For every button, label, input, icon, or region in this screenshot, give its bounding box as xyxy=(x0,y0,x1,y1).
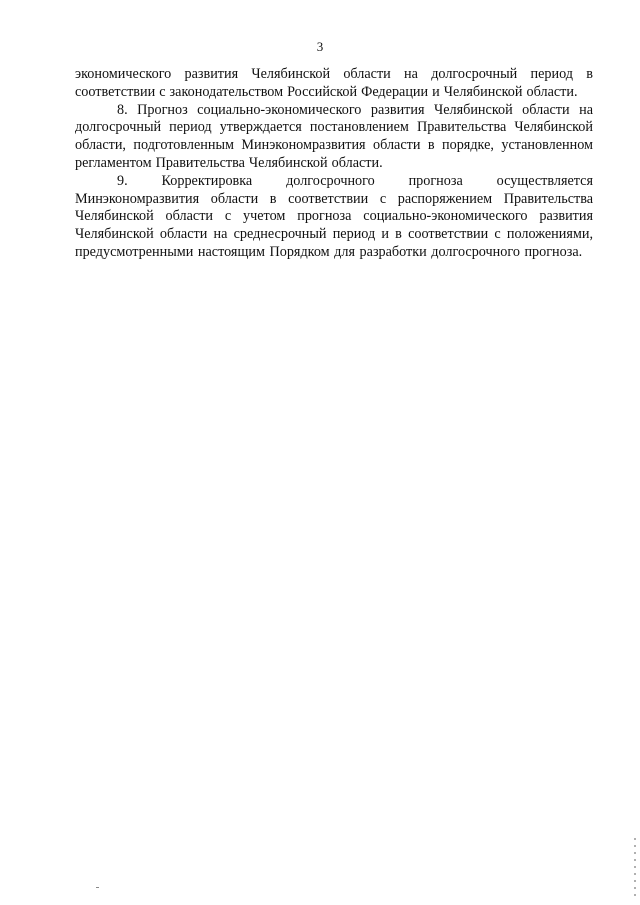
paragraph-continuation: экономического развития Челябинской области на долгосрочный период в соответствии с законодательством Российской Федерации и Челябинской области. xyxy=(75,66,593,100)
scan-speck xyxy=(96,887,99,888)
paragraph-item-9: 9. Корректировка долгосрочного прогноза осуществляется Минэкономразвития области в соответствии с распоряжением Правительства Челябинской области с учетом прогноза социально-экономического развития Челябинской области на среднесрочный период и в соответствии с положениями, предусмотренными настоящим Порядком для разработки долгосрочного прогноза. xyxy=(75,172,593,260)
scan-edge-marks xyxy=(634,838,636,898)
document-body xyxy=(75,66,593,262)
page-number: 3 xyxy=(316,39,324,54)
paragraph-item-8: 8. Прогноз социально-экономического развития Челябинской области на долгосрочный период утверждается постановлением Правительства Челябинской области, подготовленным Минэкономразвития области в порядке, установленном регламентом Правительства Челябинской области. xyxy=(75,101,593,171)
